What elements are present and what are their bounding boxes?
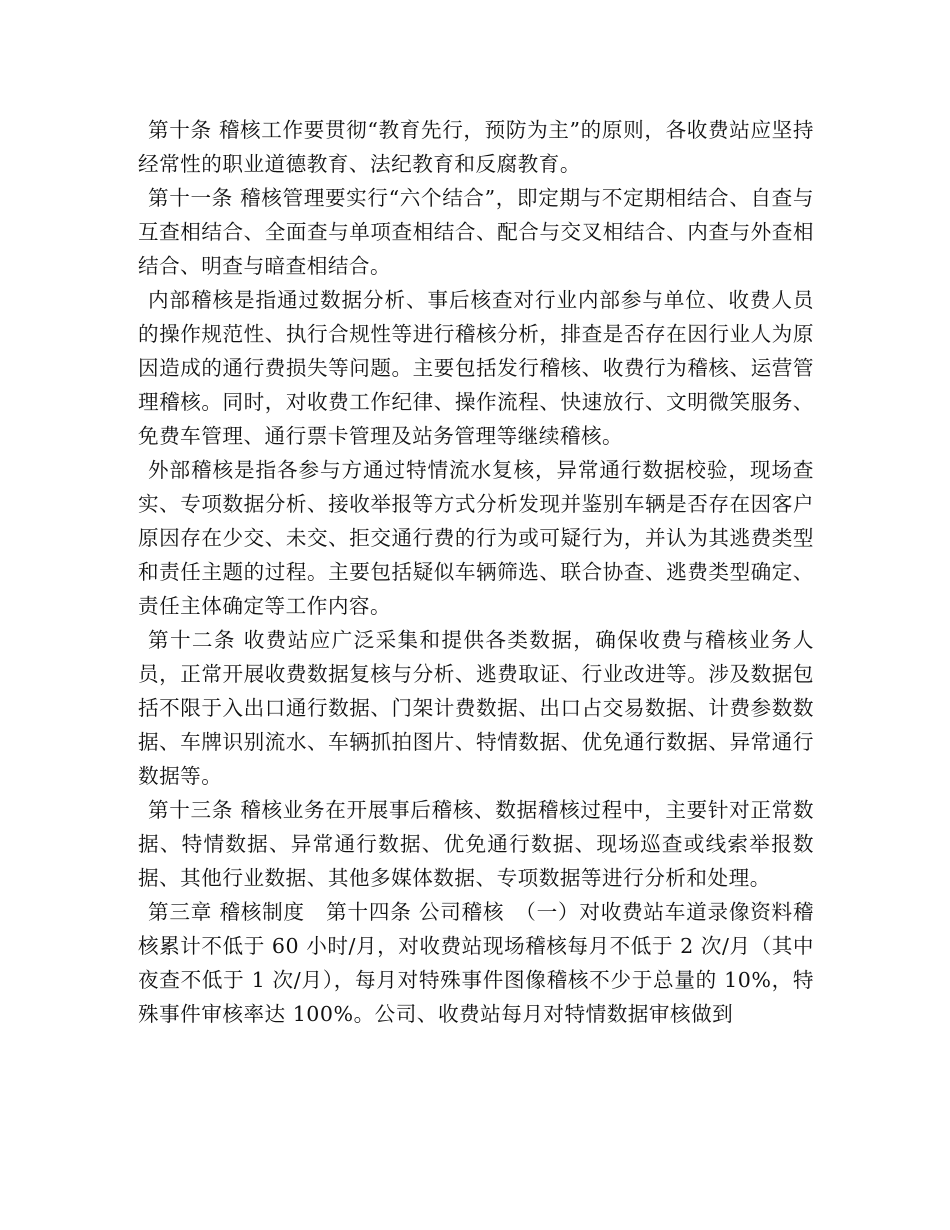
paragraph-article-10: 第十条 稽核工作要贯彻“教育先行，预防为主”的原则，各收费站应坚持经常性的职业道德教育、法纪教育和反腐教育。 xyxy=(138,118,814,176)
document-body xyxy=(138,113,814,1031)
paragraph-chapter-3: 第三章 稽核制度 第十四条 公司稽核 （一）对收费站车道录像资料稽核累计不低于 60 小时/月，对收费站现场稽核每月不低于 2 次/月（其中夜查不低于 1 次/月），每月对特殊事件图像稽核不少于总量的 10%，特殊事件审核率达 100%。公司、收费站每月对特情数据审核做到 xyxy=(138,900,814,1026)
paragraph-article-13: 第十三条 稽核业务在开展事后稽核、数据稽核过程中，主要针对正常数据、特情数据、异常通行数据、优免通行数据、现场巡查或线索举报数据、其他行业数据、其他多媒体数据、专项数据等进行分析和处理。 xyxy=(138,798,814,890)
paragraph-internal-audit: 内部稽核是指通过数据分析、事后核查对行业内部参与单位、收费人员的操作规范性、执行合规性等进行稽核分析，排查是否存在因行业人为原因造成的通行费损失等问题。主要包括发行稽核、收费行为稽核、运营管理稽核。同时，对收费工作纪律、操作流程、快速放行、文明微笑服务、免费车管理、通行票卡管理及站务管理等继续稽核。 xyxy=(138,288,814,448)
paragraph-article-11: 第十一条 稽核管理要实行“六个结合”，即定期与不定期相结合、自查与互查相结合、全面查与单项查相结合、配合与交叉相结合、内查与外查相结合、明查与暗查相结合。 xyxy=(138,186,814,278)
paragraph-article-12: 第十二条 收费站应广泛采集和提供各类数据，确保收费与稽核业务人员，正常开展收费数据复核与分析、逃费取证、行业改进等。涉及数据包括不限于入出口通行数据、门架计费数据、出口占交易数据、计费参数数据、车牌识别流水、车辆抓拍图片、特情数据、优免通行数据、异常通行数据等。 xyxy=(138,628,814,788)
paragraph-external-audit: 外部稽核是指各参与方通过特情流水复核，异常通行数据校验，现场查实、专项数据分析、接收举报等方式分析发现并鉴别车辆是否存在因客户原因存在少交、未交、拒交通行费的行为或可疑行为，并认为其逃费类型和责任主题的过程。主要包括疑似车辆筛选、联合协查、逃费类型确定、责任主体确定等工作内容。 xyxy=(138,458,814,618)
